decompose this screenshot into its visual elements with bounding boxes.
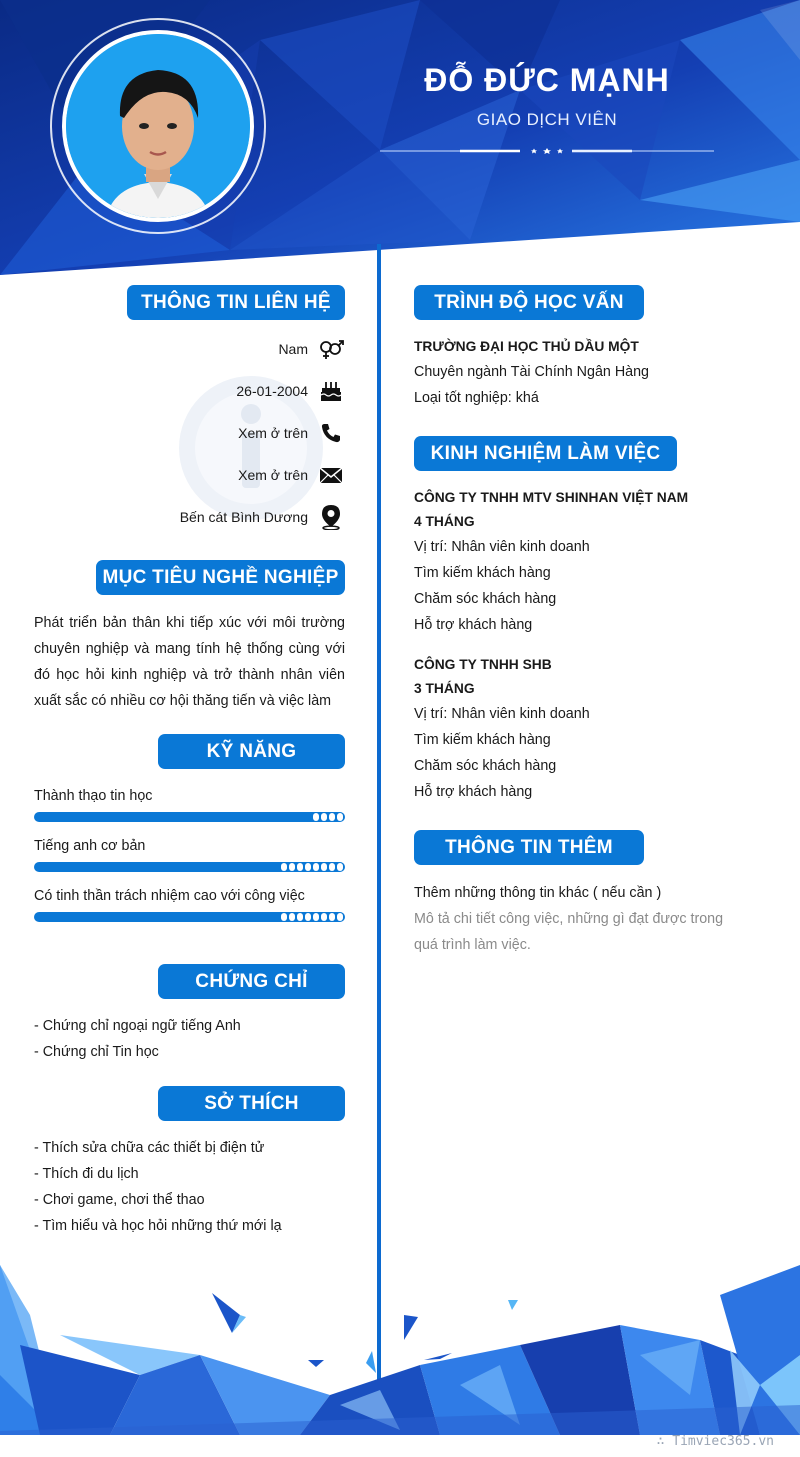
job-detail: Chăm sóc khách hàng: [414, 758, 557, 774]
location-pin-icon: [318, 504, 344, 530]
section-heading-contact: THÔNG TIN LIÊN HỆ: [127, 285, 345, 320]
section-heading-certificates: CHỨNG CHỈ: [158, 964, 345, 999]
certificate-item: - Chứng chỉ Tin học: [34, 1044, 159, 1060]
contact-gender-text: Nam: [278, 341, 308, 357]
skill-bar: [34, 862, 345, 872]
phone-icon: [318, 420, 344, 446]
footer-decoration: [0, 1255, 800, 1435]
skill-rating-dots: [313, 813, 343, 821]
job-detail: Tìm kiếm khách hàng: [414, 732, 551, 748]
job-duration: 4 THÁNG: [414, 514, 475, 529]
hobby-item: - Tìm hiểu và học hỏi những thứ mới lạ: [34, 1218, 282, 1234]
job-company: CÔNG TY TNHH SHB: [414, 657, 552, 672]
job-detail: Hỗ trợ khách hàng: [414, 784, 533, 800]
skill-bar: [34, 912, 345, 922]
header-banner: [0, 0, 800, 280]
section-heading-experience: KINH NGHIỆM LÀM VIỆC: [414, 436, 677, 471]
candidate-name: ĐỖ ĐỨC MẠNH: [424, 62, 670, 98]
avatar: [62, 30, 254, 222]
job-duration: 3 THÁNG: [414, 681, 475, 696]
objective-text: Phát triển bản thân khi tiếp xúc với môi trường chuyên nghiệp và mang tính hệ thống cùng với đó học hỏi kinh nghiệp và trở thành nhân viên xuất sắc có nhiều cơ hội thăng tiến và việc làm: [34, 615, 345, 709]
job-detail: Tìm kiếm khách hàng: [414, 565, 551, 581]
contact-phone-text: Xem ở trên: [238, 425, 308, 441]
extra-info-hint: Mô tả chi tiết công việc, những gì đạt được trong: [414, 911, 724, 927]
skill-rating-dots: [281, 913, 343, 921]
title-star-divider: [380, 148, 714, 154]
portrait-illustration: [66, 34, 250, 218]
contact-email-text: Xem ở trên: [238, 467, 308, 483]
section-heading-extra: THÔNG TIN THÊM: [414, 830, 644, 865]
skill-label: Thành thạo tin học: [34, 788, 153, 804]
contact-email: [238, 463, 344, 487]
section-heading-skills: KỸ NĂNG: [158, 734, 345, 769]
education-grade: Loại tốt nghiệp: khá: [414, 390, 539, 406]
brand-watermark: ∴ Timviec365.vn: [656, 1434, 774, 1449]
job-detail: Hỗ trợ khách hàng: [414, 617, 533, 633]
skill-bar: [34, 812, 345, 822]
footer-polygon-art: [0, 1255, 800, 1435]
contact-birthday-text: 26-01-2004: [236, 383, 308, 399]
education-major: Chuyên ngành Tài Chính Ngân Hàng: [414, 364, 650, 380]
skill-label: Có tinh thần trách nhiệm cao với công việc: [34, 888, 305, 904]
column-divider: [377, 244, 381, 1392]
job-detail: Vị trí: Nhân viên kinh doanh: [414, 706, 590, 722]
contact-address: [180, 505, 344, 529]
contact-gender: [278, 337, 344, 361]
candidate-title: GIAO DỊCH VIÊN: [476, 110, 618, 129]
hobby-item: - Thích sửa chữa các thiết bị điện tử: [34, 1140, 265, 1156]
gender-icon: [318, 336, 344, 362]
contact-birthday: [236, 379, 344, 403]
extra-info-hint: quá trình làm việc.: [414, 937, 531, 953]
job-company: CÔNG TY TNHH MTV SHINHAN VIỆT NAM: [414, 490, 689, 505]
section-heading-objective: MỤC TIÊU NGHỀ NGHIỆP: [96, 560, 345, 595]
section-heading-hobbies: SỞ THÍCH: [158, 1086, 345, 1121]
extra-info-text: Thêm những thông tin khác ( nếu cần ): [414, 885, 662, 901]
mail-icon: [318, 462, 344, 488]
contact-phone: [238, 421, 344, 445]
education-school: TRƯỜNG ĐẠI HỌC THỦ DẦU MỘT: [414, 339, 639, 354]
skill-rating-dots: [281, 863, 343, 871]
hobby-item: - Thích đi du lịch: [34, 1166, 139, 1182]
contact-address-text: Bến cát Bình Dương: [179, 509, 308, 525]
section-heading-education: TRÌNH ĐỘ HỌC VẤN: [414, 285, 644, 320]
job-detail: Vị trí: Nhân viên kinh doanh: [414, 539, 590, 555]
certificate-item: - Chứng chỉ ngoại ngữ tiếng Anh: [34, 1018, 241, 1034]
job-detail: Chăm sóc khách hàng: [414, 591, 557, 607]
skill-label: Tiếng anh cơ bản: [34, 838, 146, 854]
hobby-item: - Chơi game, chơi thể thao: [34, 1192, 205, 1208]
birthday-cake-icon: [318, 378, 344, 404]
